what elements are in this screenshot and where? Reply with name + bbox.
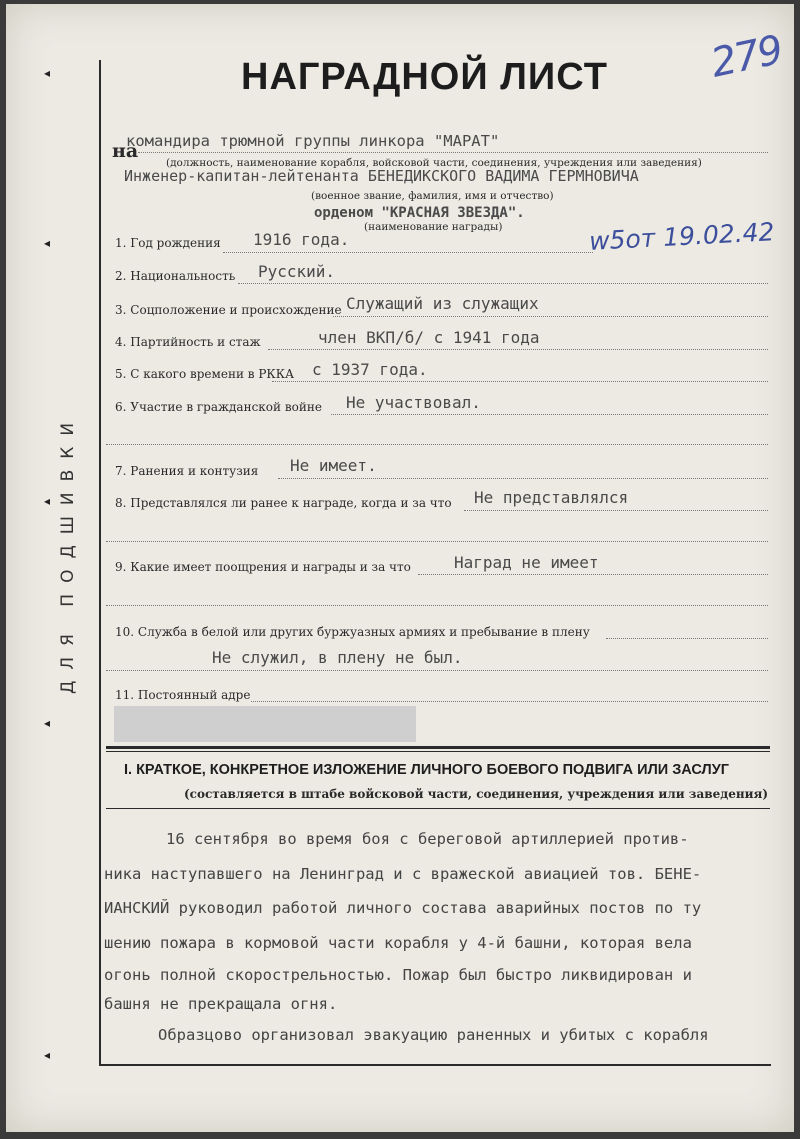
handwritten-order-note: w5от 19.02.42: [588, 217, 776, 256]
field-1-label: 1. Год рождения: [115, 236, 221, 250]
field-4-label: 4. Партийность и стаж: [115, 335, 261, 349]
section-underline: [106, 808, 770, 809]
dotted-line: [333, 316, 768, 317]
recipient-name: Инженер-капитан-лейтенанта БЕНЕДИКСКОГО ВАДИМА ГЕРМНОВИЧА: [124, 167, 639, 185]
field-11-label: 11. Постоянный адре: [115, 688, 251, 702]
field-7-value: Не имеет.: [290, 456, 377, 475]
binding-margin-text: ДЛЯ ПОДШИВКИ: [58, 411, 78, 694]
dotted-line: [268, 349, 768, 350]
name-caption: (военное звание, фамилия, имя и отчество): [311, 190, 554, 202]
field-6-label: 6. Участие в гражданской войне: [115, 400, 322, 414]
field-1-value: 1916 года.: [253, 230, 350, 249]
fold-mark-icon: ◂: [44, 716, 51, 730]
field-7-label: 7. Ранения и контузия: [115, 464, 259, 478]
field-3-label: 3. Соцположение и происхождение: [115, 303, 342, 317]
dotted-line: [272, 381, 768, 382]
field-5-label: 5. С какого времени в РККА: [115, 367, 295, 381]
narrative-line: огонь полной скорострельностью. Пожар был быстро ликвидирован и: [104, 966, 692, 984]
award-sheet: [6, 4, 794, 1132]
field-2-value: Русский.: [258, 262, 336, 281]
field-10-label: 10. Служба в белой или других буржуазных армиях и пребывание в плену: [115, 625, 590, 639]
redaction-box: [114, 706, 416, 742]
dotted-line: [238, 283, 768, 284]
section-divider-thin: [106, 751, 770, 752]
narrative-line: ИАНСКИЙ руководил работой личного состава аварийных постов по ту: [104, 899, 702, 917]
dotted-line: [464, 510, 768, 511]
fold-mark-icon: ◂: [44, 236, 51, 250]
section-title: I. КРАТКОЕ, КОНКРЕТНОЕ ИЗЛОЖЕНИЕ ЛИЧНОГО БОЕВОГО ПОДВИГА ИЛИ ЗАСЛУГ: [124, 762, 729, 778]
section-divider: [106, 746, 770, 749]
award-caption: (наименование награды): [364, 221, 503, 233]
field-3-value: Служащий из служащих: [346, 294, 539, 313]
narrative-line: шению пожара в кормовой части корабля у 4-й башни, которая вела: [104, 934, 692, 952]
dotted-line: [106, 670, 768, 671]
dotted-line: [251, 701, 768, 702]
narrative-line: Образцово организовал эвакуацию раненных и убитых с корабля: [158, 1026, 709, 1044]
recipient-prefix: на: [112, 140, 139, 162]
field-10-value: Не служил, в плену не был.: [212, 648, 463, 667]
field-2-label: 2. Национальность: [115, 269, 236, 283]
award-name: орденом "КРАСНАЯ ЗВЕЗДА".: [314, 205, 525, 221]
narrative-line: ника наступавшего на Ленинград и с вражеской авиацией тов. БЕНЕ-: [104, 865, 702, 883]
fold-mark-icon: ◂: [44, 66, 51, 80]
dotted-line: [223, 252, 593, 253]
dotted-line: [331, 414, 768, 415]
field-6-value: Не участвовал.: [346, 393, 481, 412]
dotted-line: [606, 638, 768, 639]
fold-mark-icon: ◂: [44, 494, 51, 508]
dotted-line: [418, 574, 768, 575]
bottom-rule: [101, 1064, 771, 1066]
field-5-value: с 1937 года.: [312, 360, 428, 379]
handwritten-sheet-number: 279: [706, 27, 786, 87]
dotted-line: [106, 605, 768, 606]
narrative-line: 16 сентября во время боя с береговой артиллерией против-: [166, 830, 689, 848]
recipient-position: командира трюмной группы линкора "МАРАТ": [126, 132, 500, 150]
dotted-line: [138, 152, 768, 153]
position-caption: (должность, наименование корабля, войсковой части, соединения, учреждения или заведения): [166, 157, 702, 169]
document-title: НАГРАДНОЙ ЛИСТ: [241, 56, 608, 98]
dotted-line: [106, 444, 768, 445]
field-4-value: член ВКП/б/ с 1941 года: [318, 328, 540, 347]
section-subtitle: (составляется в штабе войсковой части, соединения, учреждения или заведения): [184, 787, 769, 801]
field-9-label: 9. Какие имеет поощрения и награды и за что: [115, 560, 411, 574]
dotted-line: [106, 541, 768, 542]
dotted-line: [278, 478, 768, 479]
field-8-label: 8. Представлялся ли ранее к награде, когда и за что: [115, 496, 452, 510]
field-9-value: Наград не имеет: [454, 553, 599, 572]
narrative-line: башня не прекращала огня.: [104, 995, 338, 1013]
fold-mark-icon: ◂: [44, 1048, 51, 1062]
binding-margin-line: [99, 60, 101, 1066]
field-8-value: Не представлялся: [474, 488, 629, 507]
